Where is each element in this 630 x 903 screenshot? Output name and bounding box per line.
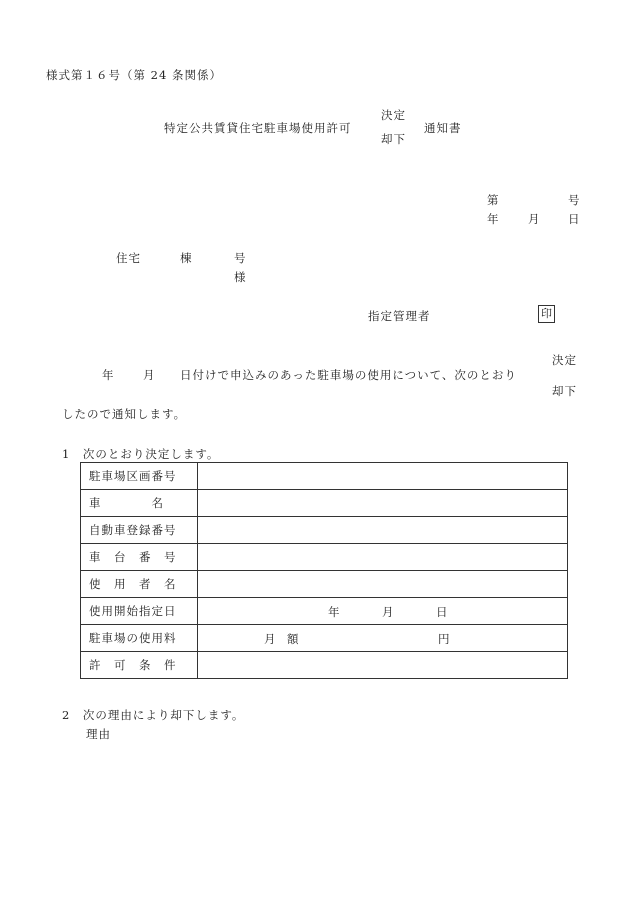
- value-user-name: [198, 571, 568, 598]
- title-main: 特定公共賃貸住宅駐車場使用許可: [164, 121, 352, 135]
- row-label-registration-number: 自動車登録番号: [81, 517, 198, 544]
- date-year: 年: [487, 212, 500, 226]
- body-option-approve: 決定: [552, 353, 577, 367]
- date-month: 月: [528, 212, 541, 226]
- table-row: [81, 598, 568, 625]
- section1-heading: 1 次のとおり決定します。: [62, 447, 220, 461]
- recipient-sama: 様: [234, 270, 247, 284]
- permit-details-table: [80, 462, 568, 679]
- table-row: [81, 625, 568, 652]
- value-car-model: [198, 490, 568, 517]
- row-label-car-model: 車 名: [81, 490, 198, 517]
- issuer-label: 指定管理者: [368, 309, 431, 323]
- doc-number-go: 号: [568, 193, 581, 207]
- value-parking-fee: [198, 625, 568, 652]
- title-option-reject: 却下: [381, 132, 406, 146]
- row-label-parking-lot-number: 駐車場区画番号: [81, 463, 198, 490]
- title-suffix: 通知書: [424, 121, 462, 135]
- seal-mark: 印: [538, 305, 555, 323]
- value-start-date: [198, 598, 568, 625]
- section2-heading: 2 次の理由により却下します。: [62, 708, 245, 722]
- table-row: [81, 571, 568, 598]
- body-month: 月: [143, 368, 156, 382]
- table-row: [81, 652, 568, 679]
- value-chassis-number: [198, 544, 568, 571]
- start-date-month: 月: [382, 605, 394, 619]
- value-parking-lot-number: [198, 463, 568, 490]
- start-date-year: 年: [328, 605, 340, 619]
- start-date-day: 日: [436, 605, 448, 619]
- title-option-approve: 決定: [381, 108, 406, 122]
- table-row: [81, 517, 568, 544]
- row-label-start-date: 使用開始指定日: [81, 598, 198, 625]
- row-label-chassis-number: 車 台 番 号: [81, 544, 198, 571]
- date-day: 日: [568, 212, 581, 226]
- row-label-user-name: 使 用 者 名: [81, 571, 198, 598]
- parking-fee-yen: 円: [438, 632, 450, 646]
- doc-number-dai: 第: [487, 193, 500, 207]
- body-continuation: したので通知します。: [62, 407, 187, 421]
- form-number: 様式第１６号（第 24 条関係）: [46, 68, 222, 82]
- row-label-permit-conditions: 許 可 条 件: [81, 652, 198, 679]
- body-option-reject: 却下: [552, 384, 577, 398]
- value-permit-conditions: [198, 652, 568, 679]
- table-row: [81, 490, 568, 517]
- table-row: [81, 544, 568, 571]
- value-registration-number: [198, 517, 568, 544]
- row-label-parking-fee: 駐車場の使用料: [81, 625, 198, 652]
- body-year: 年: [102, 368, 115, 382]
- body-text: 日付けで申込みのあった駐車場の使用について、次のとおり: [180, 368, 517, 382]
- recipient-jutaku: 住宅: [116, 251, 141, 265]
- parking-fee-monthly: 月 額: [264, 632, 299, 646]
- recipient-go: 号: [234, 251, 247, 265]
- reason-label: 理由: [86, 727, 111, 741]
- table-row: [81, 463, 568, 490]
- recipient-mune: 棟: [180, 251, 193, 265]
